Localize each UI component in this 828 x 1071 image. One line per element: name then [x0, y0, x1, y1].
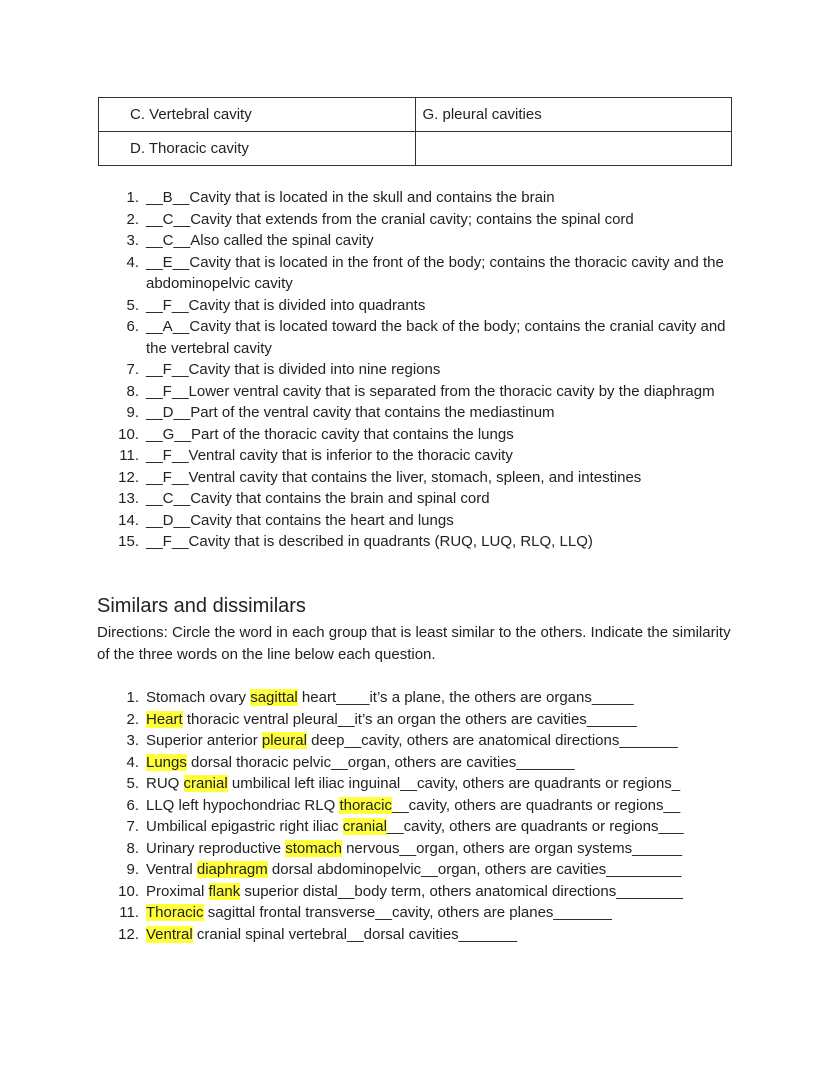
- list-item: [98, 816, 738, 838]
- item-text: __D__Part of the ventral cavity that contains the mediastinum: [146, 404, 555, 421]
- item-number: 15.: [118, 533, 139, 550]
- item-text-after: nervous__organ, others are organ systems______: [341, 839, 683, 857]
- list-item: [98, 488, 738, 510]
- list-item: [98, 859, 738, 881]
- item-text-after: cranial spinal vertebral__dorsal cavities_______: [192, 925, 518, 943]
- item-text-after: thoracic ventral pleural__it’s an organ the others are cavities______: [182, 710, 637, 728]
- item-number: 8.: [126, 839, 139, 857]
- item-number: 10.: [118, 425, 139, 443]
- table-row: [99, 98, 732, 132]
- table-cell: D. Thoracic cavity: [99, 132, 416, 166]
- item-text: __C__Cavity that contains the brain and spinal cord: [146, 490, 490, 507]
- item-number: 2.: [126, 210, 139, 228]
- highlighted-word: Ventral: [146, 925, 193, 943]
- item-text-after: superior distal__body term, others anatomical directions________: [240, 882, 683, 900]
- highlighted-word: flank: [208, 882, 241, 900]
- list-item: [98, 445, 738, 467]
- list-item: [98, 230, 738, 252]
- item-text: __F__Cavity that is described in quadrants (RUQ, LUQ, RLQ, LLQ): [146, 533, 593, 550]
- directions-text: Directions: Circle the word in each group that is least similar to the others. Indicate the similarity of the three words on the line below each question.: [97, 624, 731, 663]
- item-number: 1.: [126, 189, 139, 206]
- list-item: [98, 402, 738, 424]
- item-text-before: Urinary reproductive: [146, 839, 286, 857]
- item-text: __F__Cavity that is divided into quadrants: [146, 296, 426, 314]
- highlighted-word: thoracic: [339, 796, 392, 814]
- item-text-after: __cavity, others are quadrants or regions__: [391, 796, 681, 814]
- item-number: 9.: [126, 861, 139, 878]
- list-item: [98, 924, 738, 946]
- item-text-before: Stomach ovary: [146, 689, 251, 706]
- item-number: 3.: [126, 232, 139, 249]
- highlighted-word: cranial: [183, 775, 228, 792]
- item-text-before: RUQ: [146, 775, 184, 792]
- item-number: 7.: [126, 818, 139, 835]
- item-text: __E__Cavity that is located in the front of the body; contains the thoracic cavity and the abdominopelvic cavity: [146, 253, 724, 292]
- list-item: [98, 730, 738, 752]
- item-text: __A__Cavity that is located toward the back of the body; contains the cranial cavity and the vertebral cavity: [146, 318, 726, 357]
- list-item: [98, 252, 738, 295]
- item-number: 12.: [118, 925, 139, 943]
- item-number: 5.: [126, 296, 139, 314]
- list-item: [98, 752, 738, 774]
- item-text-after: umbilical left iliac inguinal__cavity, others are quadrants or regions_: [227, 775, 681, 792]
- item-text: __F__Ventral cavity that contains the liver, stomach, spleen, and intestines: [146, 468, 642, 486]
- list-item: [98, 531, 738, 553]
- highlighted-word: Lungs: [146, 753, 187, 771]
- item-text-before: LLQ left hypochondriac RLQ: [146, 796, 340, 814]
- item-number: 13.: [118, 490, 139, 507]
- item-text-after: dorsal abdominopelvic__organ, others are cavities_________: [267, 861, 682, 878]
- highlighted-word: diaphragm: [196, 861, 268, 878]
- item-number: 12.: [118, 468, 139, 486]
- item-text: __C__Cavity that extends from the cranial cavity; contains the spinal cord: [146, 210, 634, 228]
- item-text-before: Proximal: [146, 882, 209, 900]
- item-text: __D__Cavity that contains the heart and lungs: [146, 511, 454, 529]
- item-text-after: deep__cavity, others are anatomical directions_______: [306, 732, 678, 749]
- highlighted-word: Heart: [146, 710, 183, 728]
- table-cell: G. pleural cavities: [415, 98, 732, 132]
- list-item: [98, 881, 738, 903]
- item-number: 5.: [126, 775, 139, 792]
- list-item: [98, 381, 738, 403]
- item-number: 10.: [118, 882, 139, 900]
- item-text-before: Superior anterior: [146, 732, 262, 749]
- item-number: 4.: [126, 253, 139, 271]
- item-text-before: Ventral: [146, 861, 197, 878]
- item-number: 2.: [126, 710, 139, 728]
- list-item: [98, 467, 738, 489]
- highlighted-word: cranial: [342, 818, 387, 835]
- list-item: [98, 359, 738, 381]
- item-number: 6.: [126, 318, 139, 335]
- item-text: __C__Also called the spinal cavity: [146, 232, 374, 249]
- highlighted-word: Thoracic: [146, 904, 204, 921]
- item-text: __F__Cavity that is divided into nine regions: [146, 361, 441, 378]
- list-item: [98, 902, 738, 924]
- item-text-after: dorsal thoracic pelvic__organ, others are cavities_______: [186, 753, 575, 771]
- item-number: 8.: [126, 382, 139, 400]
- item-number: 9.: [126, 404, 139, 421]
- item-text-before: Umbilical epigastric right iliac: [146, 818, 343, 835]
- highlighted-word: pleural: [261, 732, 307, 749]
- list-item: [98, 687, 738, 709]
- list-item: [98, 838, 738, 860]
- list-item: [98, 424, 738, 446]
- item-number: 6.: [126, 796, 139, 814]
- item-number: 3.: [126, 732, 139, 749]
- list-item: [98, 709, 738, 731]
- list-item: [98, 510, 738, 532]
- list-item: [98, 295, 738, 317]
- section-heading: Similars and dissimilars: [97, 595, 306, 617]
- list-item: [98, 795, 738, 817]
- highlighted-word: stomach: [285, 839, 342, 857]
- table-row: [99, 132, 732, 166]
- item-number: 11.: [119, 904, 139, 921]
- list-item: [98, 773, 738, 795]
- similars-list: [98, 687, 738, 945]
- item-number: 4.: [126, 753, 139, 771]
- item-text: __F__Ventral cavity that is inferior to the thoracic cavity: [146, 447, 513, 464]
- highlighted-word: sagittal: [250, 689, 298, 706]
- item-text: __B__Cavity that is located in the skull and contains the brain: [146, 189, 555, 206]
- list-item: [98, 209, 738, 231]
- table-cell: C. Vertebral cavity: [99, 98, 416, 132]
- answer-key-table: [98, 97, 732, 166]
- item-number: 11.: [119, 447, 139, 464]
- item-number: 7.: [126, 361, 139, 378]
- table-cell: [415, 132, 732, 166]
- item-text-after: heart____it’s a plane, the others are organs_____: [297, 689, 634, 706]
- item-text: __F__Lower ventral cavity that is separated from the thoracic cavity by the diaphragm: [146, 382, 715, 400]
- list-item: [98, 316, 738, 359]
- item-number: 1.: [126, 689, 139, 706]
- matching-list: [98, 187, 738, 553]
- item-text: __G__Part of the thoracic cavity that contains the lungs: [146, 425, 514, 443]
- item-text-after: sagittal frontal transverse__cavity, others are planes_______: [203, 904, 612, 921]
- item-number: 14.: [118, 511, 139, 529]
- item-text-after: __cavity, others are quadrants or regions___: [386, 818, 684, 835]
- list-item: [98, 187, 738, 209]
